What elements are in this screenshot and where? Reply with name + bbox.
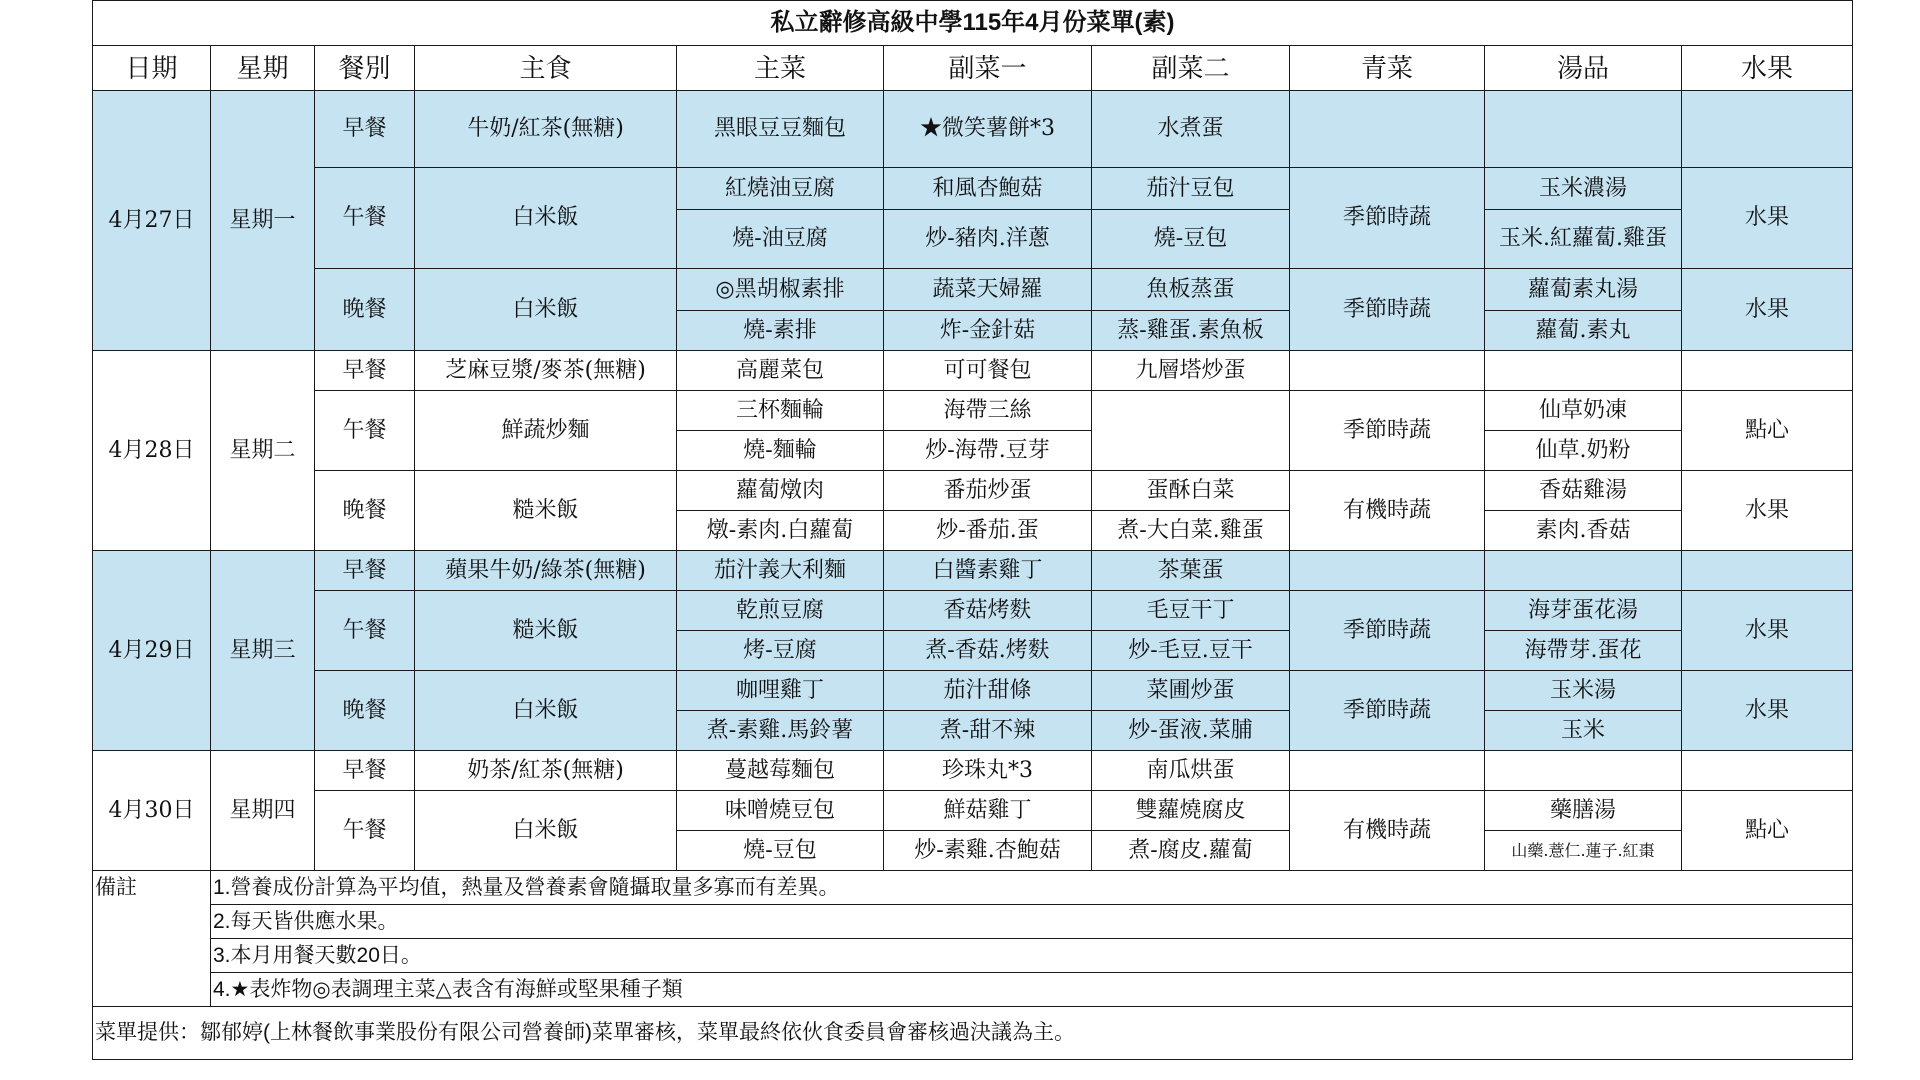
soup-cell: 藥膳湯 — [1485, 791, 1682, 831]
side2-method-cell: 煮-腐皮.蘿蔔 — [1092, 831, 1290, 871]
side2-method-cell: 炒-蛋液.菜脯 — [1092, 711, 1290, 751]
veg-cell: 有機時蔬 — [1290, 791, 1485, 871]
side1-cell: 和風杏鮑菇 — [884, 168, 1092, 210]
header-date: 日期 — [93, 46, 211, 91]
side1-method-cell: 炒-素雞.杏鮑菇 — [884, 831, 1092, 871]
soup-cell: 香菇雞湯 — [1485, 471, 1682, 511]
menu-provider-note: 菜單提供：鄒郁婷(上林餐飲事業股份有限公司營養師)菜單審核，菜單最終依伙食委員會審核過決議為主。 — [93, 1007, 1853, 1060]
header-side2: 副菜二 — [1092, 46, 1290, 91]
side1-cell: 白醬素雞丁 — [884, 551, 1092, 591]
meal-label: 晚餐 — [315, 671, 415, 751]
fruit-cell: 水果 — [1682, 671, 1853, 751]
main-dish-cell: 蘿蔔燉肉 — [677, 471, 884, 511]
fruit-cell: 水果 — [1682, 471, 1853, 551]
staple-cell: 牛奶/紅茶(無糖) — [415, 91, 677, 168]
day-weekday: 星期四 — [211, 751, 315, 871]
staple-cell: 鮮蔬炒麵 — [415, 391, 677, 471]
side2-method-cell: 煮-大白菜.雞蛋 — [1092, 511, 1290, 551]
side1-method-cell: 炒-番茄.蛋 — [884, 511, 1092, 551]
main-dish-cell: 蔓越莓麵包 — [677, 751, 884, 791]
side2-cell: 九層塔炒蛋 — [1092, 351, 1290, 391]
day-date: 4月27日 — [93, 91, 211, 351]
menu-row — [93, 168, 1853, 210]
side1-cell: 海帶三絲 — [884, 391, 1092, 431]
main-dish-method-cell: 煮-素雞.馬鈴薯 — [677, 711, 884, 751]
menu-row — [93, 671, 1853, 711]
main-dish-cell: 紅燒油豆腐 — [677, 168, 884, 210]
main-dish-cell: ◎黑胡椒素排 — [677, 269, 884, 311]
staple-cell: 白米飯 — [415, 168, 677, 269]
meal-label: 午餐 — [315, 168, 415, 269]
note-row — [93, 905, 1853, 939]
fruit-cell — [1682, 91, 1853, 168]
side2-cell: 毛豆干丁 — [1092, 591, 1290, 631]
fruit-cell: 點心 — [1682, 391, 1853, 471]
soup-ingredients-cell: 山藥.薏仁.蓮子.紅棗 — [1485, 831, 1682, 871]
side2-method-cell: 燒-豆包 — [1092, 210, 1290, 269]
note-item: 3.本月用餐天數20日。 — [211, 939, 1853, 973]
soup-cell — [1485, 751, 1682, 791]
header-row — [93, 46, 1853, 91]
main-dish-cell: 高麗菜包 — [677, 351, 884, 391]
day-weekday: 星期二 — [211, 351, 315, 551]
day-date: 4月30日 — [93, 751, 211, 871]
side1-cell: 蔬菜天婦羅 — [884, 269, 1092, 311]
side1-cell: 鮮菇雞丁 — [884, 791, 1092, 831]
menu-table — [92, 0, 1853, 1060]
side1-method-cell: 炒-海帶.豆芽 — [884, 431, 1092, 471]
staple-cell: 芝麻豆漿/麥茶(無糖) — [415, 351, 677, 391]
menu-row — [93, 591, 1853, 631]
veg-cell: 季節時蔬 — [1290, 671, 1485, 751]
side1-method-cell: 炒-豬肉.洋蔥 — [884, 210, 1092, 269]
side2-cell — [1092, 391, 1290, 471]
side1-cell: 可可餐包 — [884, 351, 1092, 391]
staple-cell: 糙米飯 — [415, 591, 677, 671]
day-weekday: 星期一 — [211, 91, 315, 351]
soup-cell: 玉米湯 — [1485, 671, 1682, 711]
day-date: 4月29日 — [93, 551, 211, 751]
menu-row — [93, 91, 1853, 168]
meal-label: 晚餐 — [315, 269, 415, 351]
note-item: 4.★表炸物◎表調理主菜△表含有海鮮或堅果種子類 — [211, 973, 1853, 1007]
menu-row — [93, 269, 1853, 311]
veg-cell — [1290, 351, 1485, 391]
side1-method-cell: 煮-香菇.烤麩 — [884, 631, 1092, 671]
side2-method-cell: 炒-毛豆.豆干 — [1092, 631, 1290, 671]
fruit-cell: 水果 — [1682, 168, 1853, 269]
staple-cell: 糙米飯 — [415, 471, 677, 551]
side2-cell: 蛋酥白菜 — [1092, 471, 1290, 511]
main-dish-method-cell: 燒-豆包 — [677, 831, 884, 871]
fruit-cell — [1682, 551, 1853, 591]
fruit-cell: 水果 — [1682, 269, 1853, 351]
menu-body — [93, 1, 1853, 1060]
main-dish-cell: 茄汁義大利麵 — [677, 551, 884, 591]
main-dish-method-cell: 燒-素排 — [677, 311, 884, 351]
soup-ingredients-cell: 玉米.紅蘿蔔.雞蛋 — [1485, 210, 1682, 269]
note-row — [93, 939, 1853, 973]
meal-label: 早餐 — [315, 91, 415, 168]
menu-row — [93, 471, 1853, 511]
main-dish-cell: 咖哩雞丁 — [677, 671, 884, 711]
soup-cell — [1485, 91, 1682, 168]
soup-cell: 蘿蔔素丸湯 — [1485, 269, 1682, 311]
side2-cell: 茶葉蛋 — [1092, 551, 1290, 591]
soup-cell: 玉米濃湯 — [1485, 168, 1682, 210]
note-item: 1.營養成份計算為平均值，熱量及營養素會隨攝取量多寡而有差異。 — [211, 871, 1853, 905]
soup-cell — [1485, 351, 1682, 391]
soup-cell: 仙草奶凍 — [1485, 391, 1682, 431]
meal-label: 午餐 — [315, 791, 415, 871]
veg-cell — [1290, 91, 1485, 168]
header-fruit: 水果 — [1682, 46, 1853, 91]
side1-cell: 香菇烤麩 — [884, 591, 1092, 631]
side2-cell: 雙蘿燒腐皮 — [1092, 791, 1290, 831]
header-staple: 主食 — [415, 46, 677, 91]
main-dish-method-cell: 燒-油豆腐 — [677, 210, 884, 269]
side1-cell: ★微笑薯餅*3 — [884, 91, 1092, 168]
main-dish-method-cell: 燉-素肉.白蘿蔔 — [677, 511, 884, 551]
side2-cell: 水煮蛋 — [1092, 91, 1290, 168]
main-dish-method-cell: 烤-豆腐 — [677, 631, 884, 671]
menu-row — [93, 391, 1853, 431]
veg-cell — [1290, 751, 1485, 791]
meal-label: 早餐 — [315, 751, 415, 791]
meal-label: 午餐 — [315, 391, 415, 471]
meal-label: 早餐 — [315, 351, 415, 391]
veg-cell: 有機時蔬 — [1290, 471, 1485, 551]
staple-cell: 蘋果牛奶/綠茶(無糖) — [415, 551, 677, 591]
staple-cell: 白米飯 — [415, 269, 677, 351]
side1-cell: 茄汁甜條 — [884, 671, 1092, 711]
side2-cell: 魚板蒸蛋 — [1092, 269, 1290, 311]
fruit-cell — [1682, 351, 1853, 391]
staple-cell: 奶茶/紅茶(無糖) — [415, 751, 677, 791]
soup-ingredients-cell: 仙草.奶粉 — [1485, 431, 1682, 471]
menu-row — [93, 551, 1853, 591]
menu-row — [93, 351, 1853, 391]
side1-method-cell: 炸-金針菇 — [884, 311, 1092, 351]
notes-label: 備註 — [93, 871, 211, 1007]
note-item: 2.每天皆供應水果。 — [211, 905, 1853, 939]
veg-cell: 季節時蔬 — [1290, 591, 1485, 671]
side1-cell: 珍珠丸*3 — [884, 751, 1092, 791]
fruit-cell: 水果 — [1682, 591, 1853, 671]
soup-ingredients-cell: 蘿蔔.素丸 — [1485, 311, 1682, 351]
meal-label: 晚餐 — [315, 471, 415, 551]
soup-ingredients-cell: 玉米 — [1485, 711, 1682, 751]
soup-cell — [1485, 551, 1682, 591]
fruit-cell — [1682, 751, 1853, 791]
meal-label: 午餐 — [315, 591, 415, 671]
side2-method-cell: 蒸-雞蛋.素魚板 — [1092, 311, 1290, 351]
soup-ingredients-cell: 海帶芽.蛋花 — [1485, 631, 1682, 671]
menu-row — [93, 791, 1853, 831]
side2-cell: 茄汁豆包 — [1092, 168, 1290, 210]
menu-row — [93, 751, 1853, 791]
staple-cell: 白米飯 — [415, 791, 677, 871]
veg-cell: 季節時蔬 — [1290, 168, 1485, 269]
main-dish-cell: 三杯麵輪 — [677, 391, 884, 431]
veg-cell — [1290, 551, 1485, 591]
main-dish-cell: 黑眼豆豆麵包 — [677, 91, 884, 168]
soup-cell: 海芽蛋花湯 — [1485, 591, 1682, 631]
side1-method-cell: 煮-甜不辣 — [884, 711, 1092, 751]
main-dish-method-cell: 燒-麵輪 — [677, 431, 884, 471]
soup-ingredients-cell: 素肉.香菇 — [1485, 511, 1682, 551]
header-main: 主菜 — [677, 46, 884, 91]
header-veg: 青菜 — [1290, 46, 1485, 91]
day-date: 4月28日 — [93, 351, 211, 551]
note-row — [93, 871, 1853, 905]
veg-cell: 季節時蔬 — [1290, 269, 1485, 351]
main-dish-cell: 乾煎豆腐 — [677, 591, 884, 631]
side2-cell: 南瓜烘蛋 — [1092, 751, 1290, 791]
header-meal: 餐別 — [315, 46, 415, 91]
fruit-cell: 點心 — [1682, 791, 1853, 871]
header-soup: 湯品 — [1485, 46, 1682, 91]
side2-cell: 菜圃炒蛋 — [1092, 671, 1290, 711]
header-side1: 副菜一 — [884, 46, 1092, 91]
staple-cell: 白米飯 — [415, 671, 677, 751]
note-row — [93, 973, 1853, 1007]
menu-title: 私立辭修高級中學115年4月份菜單(素) — [93, 1, 1853, 46]
main-dish-cell: 味噌燒豆包 — [677, 791, 884, 831]
veg-cell: 季節時蔬 — [1290, 391, 1485, 471]
footer-row — [93, 1007, 1853, 1060]
day-weekday: 星期三 — [211, 551, 315, 751]
side1-cell: 番茄炒蛋 — [884, 471, 1092, 511]
meal-label: 早餐 — [315, 551, 415, 591]
header-weekday: 星期 — [211, 46, 315, 91]
